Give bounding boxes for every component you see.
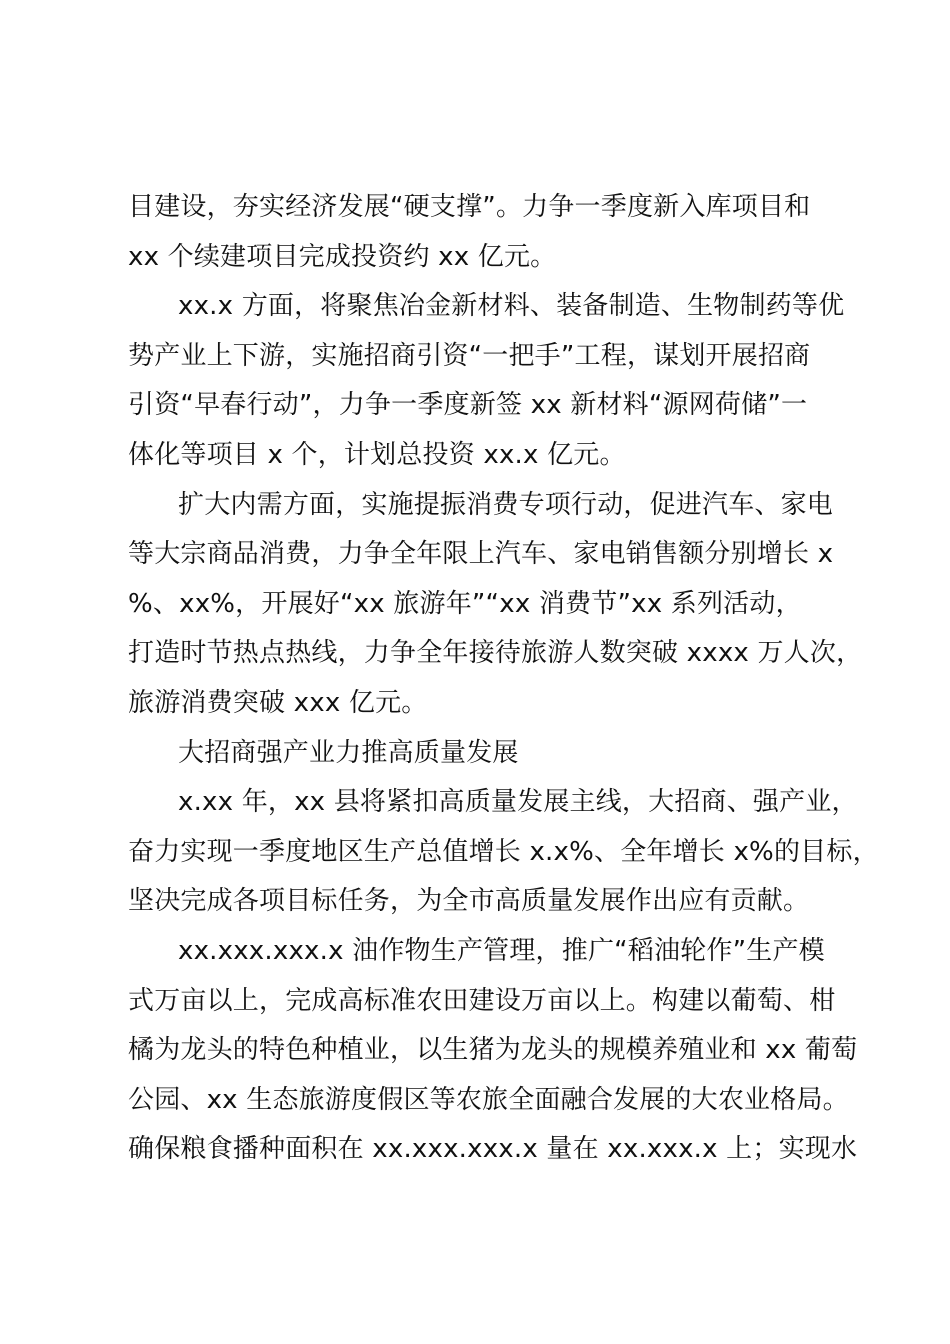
text-line-9: %、xx%，开展好“xx 旅游年”“xx 消费节”xx 系列活动， [128,588,802,619]
text-line-15: 坚决完成各项目标任务，为全市高质量发展作出应有贡献。 [128,886,810,917]
text-line-18: 橘为龙头的特色种植业，以生猪为龙头的规模养殖业和 xx 葡萄 [128,1035,858,1066]
text-line-17: 式万亩以上，完成高标准农田建设万亩以上。构建以葡萄、柑 [128,985,836,1016]
text-line-8: 等大宗商品消费，力争全年限上汽车、家电销售额分别增长 x [128,539,834,570]
text-line-4: 势产业上下游，实施招商引资“一把手”工程，谋划开展招商 [128,340,811,371]
text-line-20: 确保粮食播种面积在 xx.xxx.xxx.x 量在 xx.xxx.x 上；实现水 [128,1134,858,1165]
text-line-2: xx 个续建项目完成投资约 xx 亿元。 [128,241,557,272]
text-line-10: 打造时节热点热线，力争全年接待旅游人数突破 xxxx 万人次， [128,638,863,669]
text-line-19: 公园、xx 生态旅游度假区等农旅全面融合发展的大农业格局。 [128,1084,849,1115]
text-line-14: 奋力实现一季度地区生产总值增长 x.x%、全年增长 x%的目标， [128,836,879,867]
text-line-1: 目建设，夯实经济发展“硬支撑”。力争一季度新入库项目和 [128,192,811,222]
text-line-7: 扩大内需方面，实施提振消费专项行动，促进汽车、家电 [178,489,834,520]
text-line-3: xx.x 方面，将聚焦冶金新材料、装备制造、生物制药等优 [178,291,845,322]
text-line-13: x.xx 年，xx 县将紧扣高质量发展主线，大招商、强产业， [178,787,858,818]
document-body [128,183,879,1175]
text-line-6: 体化等项目 x 个，计划总投资 xx.x 亿元。 [128,439,626,470]
text-line-11: 旅游消费突破 xxx 亿元。 [128,687,428,718]
text-line-5: 引资“早春行动”，力争一季度新签 xx 新材料“源网荷储”一 [128,390,808,421]
section-heading: 大招商强产业力推高质量发展 [178,737,519,768]
text-line-16: xx.xxx.xxx.x 油作物生产管理，推广“稻油轮作”生产模 [178,935,825,966]
